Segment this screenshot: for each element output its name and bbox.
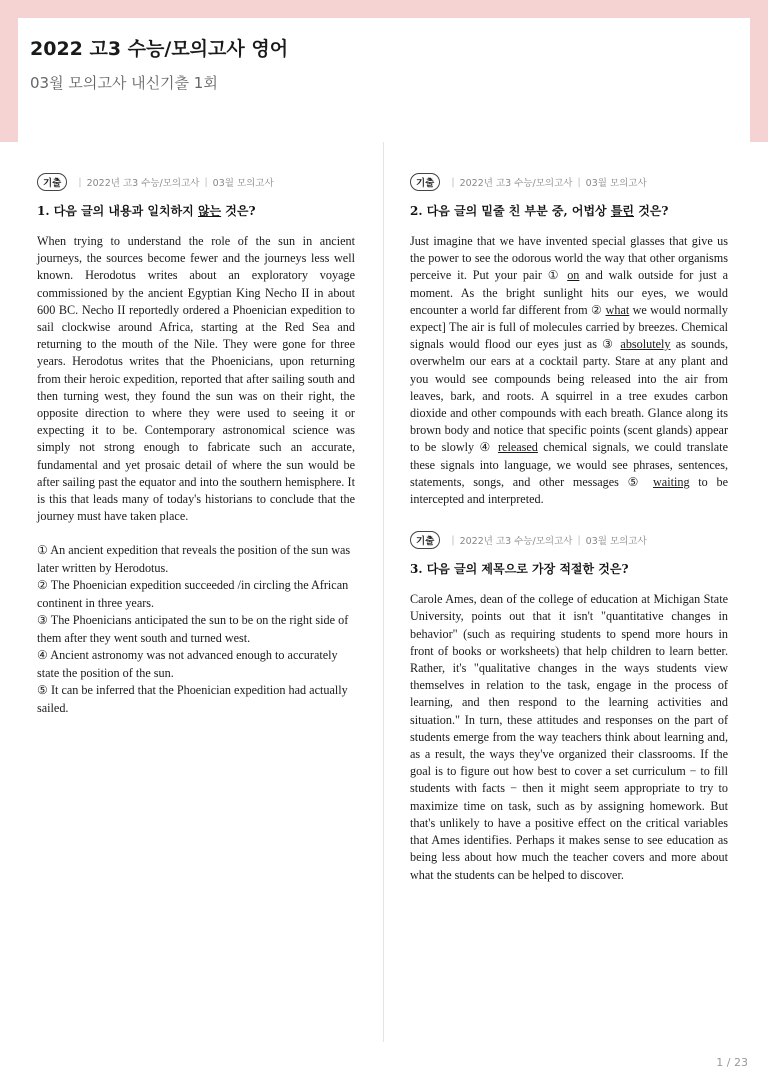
column-divider: [383, 142, 384, 1042]
question-3: [410, 530, 728, 883]
question-1: [37, 172, 355, 717]
document-title: 2022 고3 수능/모의고사 영어: [30, 38, 289, 60]
page-number: 1 / 23: [716, 1056, 748, 1069]
underlined-word: what: [605, 302, 630, 317]
meta-source: 2022년 고3 수능/모의고사: [459, 536, 573, 548]
answer-choices: [37, 542, 355, 717]
meta-separator: |: [577, 176, 581, 188]
underlined-word: on: [567, 268, 580, 283]
meta-exam: 03월 모의고사: [585, 536, 647, 548]
meta-source: 2022년 고3 수능/모의고사: [459, 178, 573, 189]
meta-separator: |: [78, 176, 82, 188]
choice-4[interactable]: ④ Ancient astronomy was not advanced enough to accurately state the position of the sun.: [37, 648, 338, 680]
choice-5[interactable]: ⑤ It can be inferred that the Phoenician expedition had actually sailed.: [37, 683, 348, 715]
meta-separator: |: [451, 534, 455, 546]
meta-exam: 03월 모의고사: [585, 178, 647, 189]
exam-tag-badge: 기출: [410, 173, 440, 191]
question-passage: Just imagine that we have invented special glasses that give us the power to see the odorous world the way that other organisms perceive it. Put your pair ① on and walk outside for just a moment. As the bright sunlight hits our eyes, we would encounter a world far different from ② what we would normally expect] The air is full of molecules carried by breezes. Chemical signals would flood our eyes just as ③ absolutely as sounds, overwhelm our ears at a cocktail party. Stare at any plant and you would see compounds being released into the air from leaves, bark, and roots. A squirrel in a tree exudes carbon dioxide and other compounds with each breath. Glance along its brown body and notice that specific points (scent glands) appear to be slowly ④ released chemical signals, we could translate these signals into language, we would see phrases, sentences, statements, songs, and other messages ⑤ waiting to be intercepted and interpreted.: [410, 234, 728, 507]
question-meta: [410, 172, 728, 192]
underlined-word: released: [497, 440, 538, 455]
right-column: [410, 172, 728, 884]
meta-separator: |: [204, 176, 208, 188]
question-2: [410, 172, 728, 508]
question-passage: Carole Ames, dean of the college of education at Michigan State University, points out that it isn't "quantitative changes in behavior" (such as requiring students to spend more hours in front of books or worksheets) that help children to learn better. Rather, it's "qualitative changes in the ways students view themselves in relation to the task, engage in the process of learning, and then respond to the learning activities and situation." In turn, these attitudes and responses on the part of students emerge from the way teachers think about learning and, as a result, the ways they've organized their classrooms. If the goal is to figure out how best to cover a set curriculum − to fill students with facts − then it might seem appropriate to try to maximize time on task, such as by assigning homework. But that's unlikely to have a positive effect on the critical variables that Ames identifies. Perhaps it makes sense to see education as being less about how much the teacher covers and more about what the students can be helped to discover.: [410, 592, 728, 882]
underlined-word: waiting: [652, 474, 690, 489]
question-meta: [37, 172, 355, 192]
choice-1[interactable]: ① An ancient expedition that reveals the position of the sun was later written by Herodotus.: [37, 543, 351, 575]
meta-separator: |: [577, 534, 581, 546]
meta-separator: |: [451, 176, 455, 188]
question-title: 3. 다음 글의 제목으로 가장 적절한 것은?: [410, 562, 629, 577]
question-title: 2. 다음 글의 밑줄 친 부분 중, 어법상 틀린 것은?: [410, 204, 669, 218]
emphasis-underline: 틀린: [610, 204, 635, 218]
exam-tag-badge: 기출: [410, 531, 440, 549]
emphasis-underline: 않는: [197, 204, 222, 218]
left-column: [37, 172, 355, 717]
underlined-word: absolutely: [620, 337, 671, 352]
meta-source: 2022년 고3 수능/모의고사: [86, 178, 200, 189]
meta-exam: 03월 모의고사: [212, 178, 274, 189]
question-meta: [410, 530, 728, 550]
exam-tag-badge: 기출: [37, 173, 67, 191]
document-subtitle: 03월 모의고사 내신기출 1회: [30, 74, 218, 92]
question-title: 1. 다음 글의 내용과 일치하지 않는 것은?: [37, 204, 256, 218]
choice-3[interactable]: ③ The Phoenicians anticipated the sun to be on the right side of them after they went south and turned west.: [37, 613, 349, 645]
question-passage: When trying to understand the role of the sun in ancient journeys, the sources become fewer and the journeys less well known. Herodotus writes about an exploratory voyage commissioned by the ancient Egyptian King Necho II in about 600 BC. Necho II reportedly ordered a Phoenician expedition to sail clockwise around Africa, starting at the Red Sea and returning to the mouth of the Nile. They were gone for three years. Herodotus writes that the Phoenicians, upon returning from their heroic expedition, reported that after sailing south and then turning west, they found the sun was on their right, the opposite direction to where they were used to seeing it or expecting it to be. Contemporary astronomical science was simply not strong enough to fabricate such an accurate, fundamental and yet prosaic detail of where the sun would be after sailing past the equator and into the southern hemisphere. It is this that leads many of today's historians to conclude that the journey must have taken place.: [37, 234, 355, 524]
choice-2[interactable]: ② The Phoenician expedition succeeded /in circling the African continent in three years.: [37, 578, 349, 610]
